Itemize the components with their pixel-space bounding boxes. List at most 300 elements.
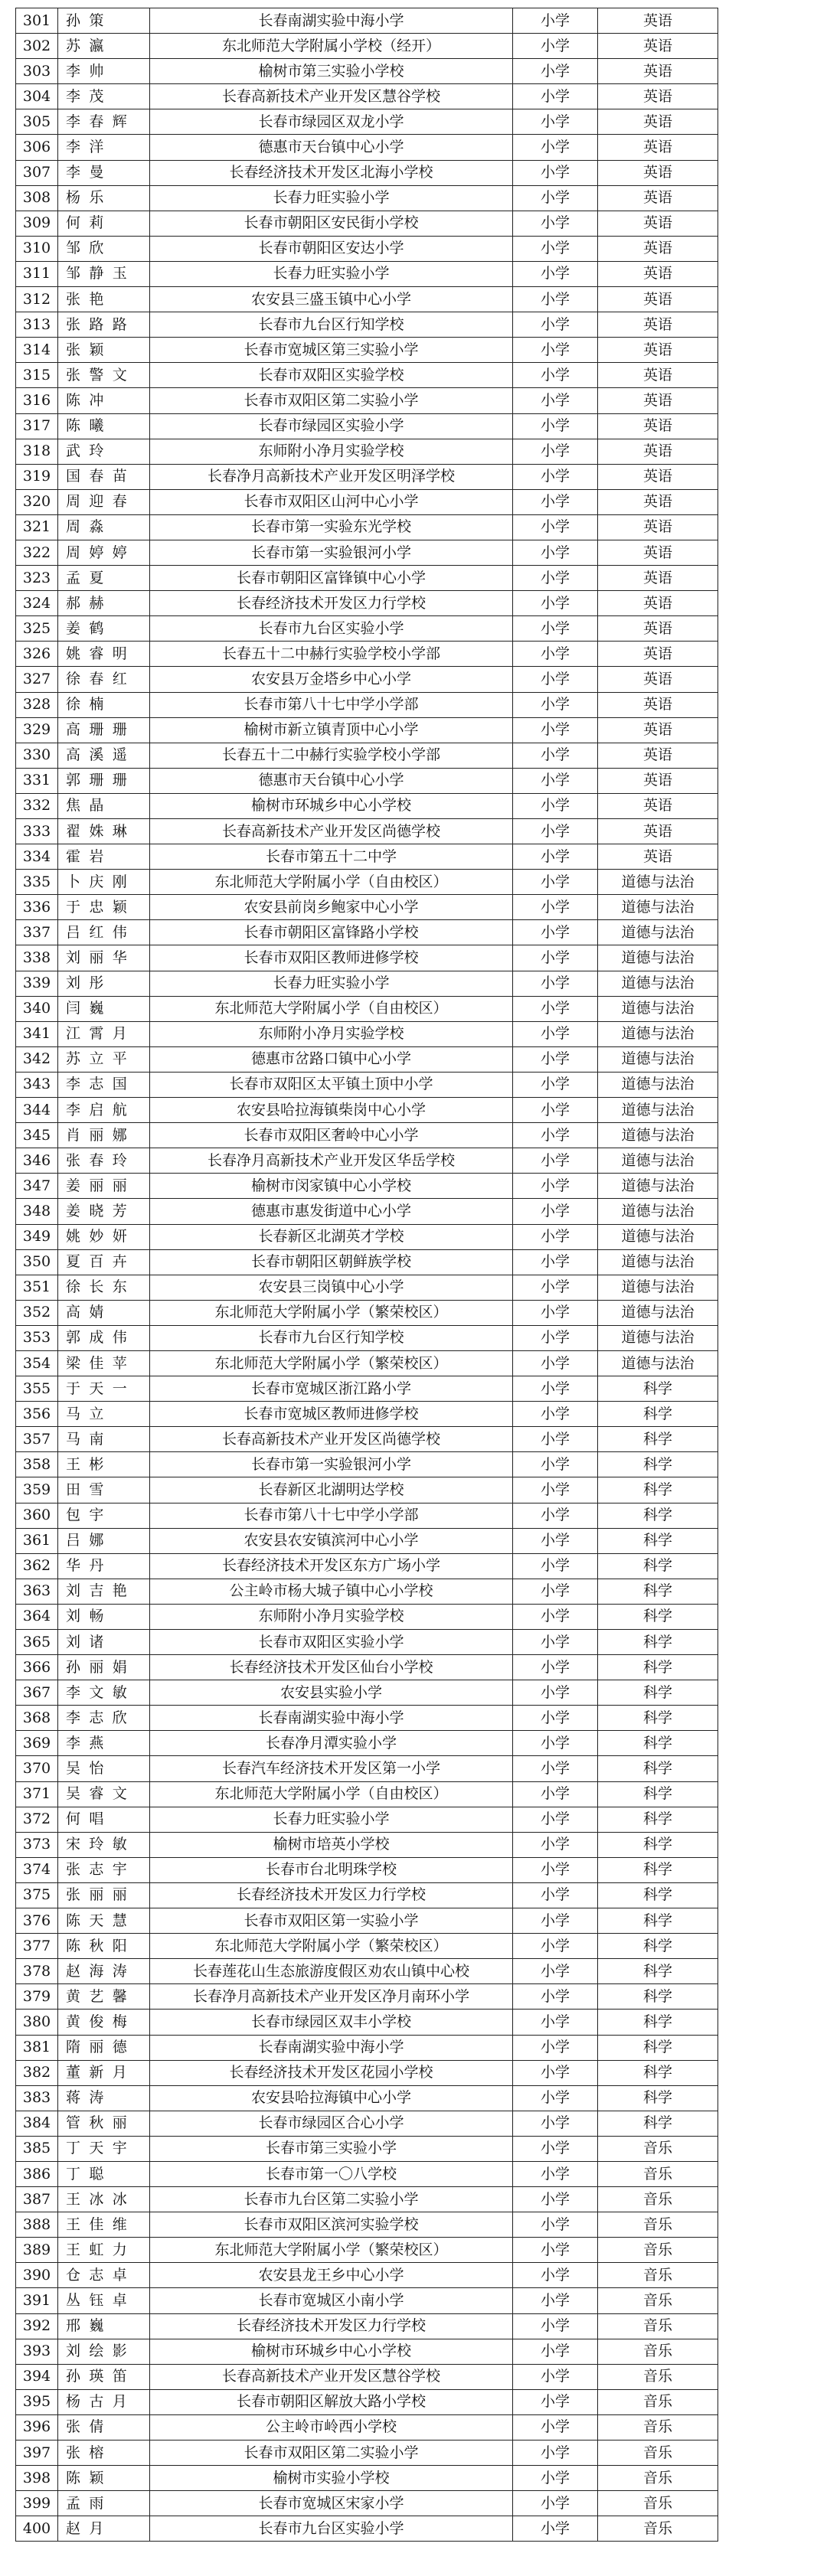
subject-cell: 道德与法治 [598,1249,718,1275]
school-stage-cell: 小学 [513,667,598,692]
table-row [16,819,718,844]
row-number-cell: 380 [16,2010,58,2035]
teacher-name-cell: 管秋丽 [58,2111,150,2136]
school-name-cell: 长春市台北明珠学校 [150,1857,513,1882]
teacher-name-cell: 江霄月 [58,1021,150,1046]
subject-cell: 科学 [598,1579,718,1604]
subject-cell: 科学 [598,1908,718,1934]
subject-cell: 道德与法治 [598,870,718,895]
table-row [16,2010,718,2035]
school-name-cell: 长春力旺实验小学 [150,261,513,286]
school-stage-cell: 小学 [513,464,598,489]
table-row [16,2414,718,2440]
table-row [16,2161,718,2186]
table-row [16,211,718,236]
teacher-name-cell: 夏百卉 [58,1249,150,1275]
school-name-cell: 东师附小净月实验学校 [150,439,513,464]
school-name-cell: 东北师范大学附属小学（繁荣校区） [150,1934,513,1959]
school-stage-cell: 小学 [513,1350,598,1376]
subject-cell: 科学 [598,1477,718,1503]
teacher-name-cell: 吴睿文 [58,1781,150,1807]
subject-cell: 道德与法治 [598,1325,718,1350]
teacher-name-cell: 李文敏 [58,1680,150,1706]
school-name-cell: 东师附小净月实验学校 [150,1604,513,1629]
school-name-cell: 农安县哈拉海镇柴岗中心小学 [150,1098,513,1123]
teacher-name-cell: 李燕 [58,1731,150,1756]
subject-cell: 英语 [598,185,718,211]
subject-cell: 英语 [598,413,718,439]
teacher-name-cell: 周婷婷 [58,540,150,565]
school-name-cell: 长春市双阳区滨河实验学校 [150,2212,513,2238]
subject-cell: 英语 [598,692,718,717]
teacher-name-cell: 武玲 [58,439,150,464]
table-row [16,1427,718,1452]
table-row [16,717,718,743]
row-number-cell: 335 [16,870,58,895]
school-name-cell: 长春市第一实验银河小学 [150,540,513,565]
school-name-cell: 长春净月高新技术产业开发区华岳学校 [150,1148,513,1174]
table-row [16,667,718,692]
subject-cell: 道德与法治 [598,1046,718,1072]
teacher-name-cell: 陈冲 [58,388,150,413]
school-name-cell: 长春新区北湖英才学校 [150,1224,513,1249]
teacher-name-cell: 徐长东 [58,1275,150,1300]
row-number-cell: 397 [16,2441,58,2466]
subject-cell: 英语 [598,312,718,338]
school-stage-cell: 小学 [513,2466,598,2491]
school-stage-cell: 小学 [513,135,598,160]
row-number-cell: 317 [16,413,58,439]
subject-cell: 英语 [598,540,718,565]
teacher-name-cell: 何唱 [58,1807,150,1832]
row-number-cell: 389 [16,2238,58,2263]
row-number-cell: 315 [16,363,58,388]
subject-cell: 英语 [598,338,718,363]
school-name-cell: 公主岭市杨大城子镇中心小学校 [150,1579,513,1604]
row-number-cell: 322 [16,540,58,565]
school-stage-cell: 小学 [513,84,598,109]
subject-cell: 英语 [598,34,718,59]
teacher-name-cell: 刘吉艳 [58,1579,150,1604]
teacher-name-cell: 于忠颖 [58,895,150,920]
school-stage-cell: 小学 [513,1427,598,1452]
school-stage-cell: 小学 [513,236,598,261]
school-name-cell: 农安县农安镇滨河中心小学 [150,1528,513,1553]
table-row [16,2187,718,2212]
table-row [16,2491,718,2516]
teacher-name-cell: 闫巍 [58,996,150,1021]
table-row [16,591,718,616]
teacher-name-cell: 包宇 [58,1503,150,1528]
school-stage-cell: 小学 [513,34,598,59]
table-row [16,413,718,439]
subject-cell: 英语 [598,287,718,312]
teacher-name-cell: 隋丽德 [58,2035,150,2060]
row-number-cell: 398 [16,2466,58,2491]
school-stage-cell: 小学 [513,287,598,312]
table-row [16,1908,718,1934]
teacher-name-cell: 张颖 [58,338,150,363]
school-name-cell: 德惠市天台镇中心小学 [150,768,513,793]
school-stage-cell: 小学 [513,2085,598,2111]
row-number-cell: 393 [16,2339,58,2364]
teacher-name-cell: 仓志卓 [58,2263,150,2288]
row-number-cell: 371 [16,1781,58,1807]
school-stage-cell: 小学 [513,616,598,642]
school-stage-cell: 小学 [513,844,598,870]
subject-cell: 音乐 [598,2466,718,2491]
teacher-name-cell: 孙策 [58,8,150,34]
school-name-cell: 长春市九台区第二实验小学 [150,2187,513,2212]
row-number-cell: 308 [16,185,58,211]
table-row [16,566,718,591]
subject-cell: 科学 [598,1959,718,1984]
teacher-name-cell: 郭珊珊 [58,768,150,793]
table-row [16,2111,718,2136]
school-stage-cell: 小学 [513,591,598,616]
school-stage-cell: 小学 [513,489,598,514]
school-stage-cell: 小学 [513,1072,598,1097]
school-stage-cell: 小学 [513,261,598,286]
teacher-name-cell: 吕红伟 [58,920,150,945]
school-name-cell: 长春市双阳区山河中心小学 [150,489,513,514]
subject-cell: 音乐 [598,2389,718,2414]
row-number-cell: 341 [16,1021,58,1046]
school-name-cell: 长春市朝阳区安达小学 [150,236,513,261]
teacher-name-cell: 华丹 [58,1553,150,1579]
subject-cell: 科学 [598,2035,718,2060]
school-stage-cell: 小学 [513,1376,598,1402]
teacher-name-cell: 邹欣 [58,236,150,261]
school-stage-cell: 小学 [513,1477,598,1503]
row-number-cell: 313 [16,312,58,338]
teacher-name-cell: 于天一 [58,1376,150,1402]
subject-cell: 音乐 [598,2263,718,2288]
teacher-name-cell: 马南 [58,1427,150,1452]
teacher-name-cell: 邢巍 [58,2313,150,2339]
teacher-name-cell: 高珊珊 [58,717,150,743]
row-number-cell: 347 [16,1174,58,1199]
school-name-cell: 长春市第五十二中学 [150,844,513,870]
table-row [16,768,718,793]
row-number-cell: 346 [16,1148,58,1174]
row-number-cell: 301 [16,8,58,34]
school-name-cell: 长春南湖实验中海小学 [150,1706,513,1731]
table-row [16,1553,718,1579]
teacher-name-cell: 孙瑛笛 [58,2364,150,2389]
school-name-cell: 长春市九台区行知学校 [150,312,513,338]
school-name-cell: 长春市双阳区教师进修学校 [150,945,513,971]
row-number-cell: 360 [16,1503,58,1528]
subject-cell: 科学 [598,1832,718,1857]
table-row [16,1249,718,1275]
subject-cell: 科学 [598,1427,718,1452]
table-row [16,2441,718,2466]
school-name-cell: 长春经济技术开发区力行学校 [150,1882,513,1908]
school-name-cell: 长春市第八十七中学小学部 [150,1503,513,1528]
row-number-cell: 325 [16,616,58,642]
row-number-cell: 307 [16,160,58,185]
school-name-cell: 榆树市环城乡中心小学校 [150,2339,513,2364]
row-number-cell: 324 [16,591,58,616]
table-row [16,261,718,286]
subject-cell: 英语 [598,819,718,844]
row-number-cell: 390 [16,2263,58,2288]
school-stage-cell: 小学 [513,1098,598,1123]
school-name-cell: 长春市双阳区太平镇土顶中小学 [150,1072,513,1097]
subject-cell: 英语 [598,717,718,743]
school-stage-cell: 小学 [513,1832,598,1857]
school-name-cell: 长春市朝阳区朝鲜族学校 [150,1249,513,1275]
row-number-cell: 302 [16,34,58,59]
row-number-cell: 387 [16,2187,58,2212]
subject-cell: 道德与法治 [598,1072,718,1097]
school-name-cell: 长春市第八十七中学小学部 [150,692,513,717]
table-row [16,1503,718,1528]
row-number-cell: 309 [16,211,58,236]
subject-cell: 音乐 [598,2364,718,2389]
subject-cell: 道德与法治 [598,1300,718,1325]
school-name-cell: 东北师范大学附属小学（繁荣校区） [150,2238,513,2263]
subject-cell: 英语 [598,642,718,667]
school-name-cell: 农安县三岗镇中心小学 [150,1275,513,1300]
table-row [16,2035,718,2060]
table-row [16,870,718,895]
row-number-cell: 305 [16,109,58,135]
school-stage-cell: 小学 [513,2187,598,2212]
teacher-name-cell: 郭成伟 [58,1325,150,1350]
row-number-cell: 356 [16,1402,58,1427]
table-row [16,1756,718,1781]
school-stage-cell: 小学 [513,1908,598,1934]
subject-cell: 科学 [598,1756,718,1781]
school-stage-cell: 小学 [513,1021,598,1046]
school-name-cell: 长春市九台区行知学校 [150,1325,513,1350]
row-number-cell: 365 [16,1630,58,1655]
school-name-cell: 榆树市新立镇青顶中心小学 [150,717,513,743]
teacher-name-cell: 张志宇 [58,1857,150,1882]
school-stage-cell: 小学 [513,2060,598,2085]
subject-cell: 英语 [598,363,718,388]
school-stage-cell: 小学 [513,1553,598,1579]
subject-cell: 英语 [598,464,718,489]
subject-cell: 音乐 [598,2212,718,2238]
table-row [16,2263,718,2288]
table-row [16,236,718,261]
school-stage-cell: 小学 [513,1199,598,1224]
row-number-cell: 381 [16,2035,58,2060]
row-number-cell: 369 [16,1731,58,1756]
subject-cell: 英语 [598,566,718,591]
teacher-name-cell: 周迎春 [58,489,150,514]
table-row [16,1882,718,1908]
row-number-cell: 350 [16,1249,58,1275]
table-row [16,1807,718,1832]
teacher-name-cell: 高婧 [58,1300,150,1325]
row-number-cell: 354 [16,1350,58,1376]
school-name-cell: 东北师范大学附属小学（自由校区） [150,870,513,895]
subject-cell: 科学 [598,1984,718,2010]
table-row [16,692,718,717]
subject-cell: 英语 [598,591,718,616]
row-number-cell: 364 [16,1604,58,1629]
row-number-cell: 310 [16,236,58,261]
row-number-cell: 304 [16,84,58,109]
table-row [16,2466,718,2491]
school-stage-cell: 小学 [513,1452,598,1477]
school-name-cell: 长春力旺实验小学 [150,1807,513,1832]
school-name-cell: 长春汽车经济技术开发区第一小学 [150,1756,513,1781]
subject-cell: 道德与法治 [598,1098,718,1123]
school-stage-cell: 小学 [513,996,598,1021]
table-row [16,489,718,514]
teacher-name-cell: 姚妙妍 [58,1224,150,1249]
school-name-cell: 长春南湖实验中海小学 [150,2035,513,2060]
subject-cell: 英语 [598,793,718,818]
table-row [16,1452,718,1477]
table-row [16,59,718,84]
row-number-cell: 337 [16,920,58,945]
subject-cell: 英语 [598,59,718,84]
table-row [16,2238,718,2263]
teacher-name-cell: 丁聪 [58,2161,150,2186]
school-name-cell: 长春五十二中赫行实验学校小学部 [150,642,513,667]
school-name-cell: 长春经济技术开发区花园小学校 [150,2060,513,2085]
teacher-name-cell: 吴怡 [58,1756,150,1781]
teacher-name-cell: 张榕 [58,2441,150,2466]
table-row [16,1706,718,1731]
school-stage-cell: 小学 [513,1249,598,1275]
table-row [16,2085,718,2111]
school-name-cell: 长春市双阳区奢岭中心小学 [150,1123,513,1148]
row-number-cell: 342 [16,1046,58,1072]
school-stage-cell: 小学 [513,1174,598,1199]
subject-cell: 音乐 [598,2288,718,2313]
table-row [16,514,718,540]
teacher-name-cell: 苏立平 [58,1046,150,1072]
row-number-cell: 348 [16,1199,58,1224]
teacher-name-cell: 刘丽华 [58,945,150,971]
school-stage-cell: 小学 [513,2111,598,2136]
teacher-name-cell: 周淼 [58,514,150,540]
row-number-cell: 370 [16,1756,58,1781]
school-name-cell: 长春经济技术开发区仙台小学校 [150,1655,513,1680]
table-row [16,1174,718,1199]
table-row [16,135,718,160]
teacher-name-cell: 李志欣 [58,1706,150,1731]
school-stage-cell: 小学 [513,185,598,211]
school-stage-cell: 小学 [513,1706,598,1731]
school-name-cell: 榆树市实验小学校 [150,2466,513,2491]
subject-cell: 道德与法治 [598,1224,718,1249]
teacher-name-cell: 吕娜 [58,1528,150,1553]
school-stage-cell: 小学 [513,2010,598,2035]
row-number-cell: 361 [16,1528,58,1553]
school-stage-cell: 小学 [513,1959,598,1984]
school-name-cell: 长春市宽城区小南小学 [150,2288,513,2313]
subject-cell: 音乐 [598,2339,718,2364]
teacher-name-cell: 肖丽娜 [58,1123,150,1148]
subject-cell: 英语 [598,211,718,236]
teacher-name-cell: 刘畅 [58,1604,150,1629]
row-number-cell: 392 [16,2313,58,2339]
school-stage-cell: 小学 [513,1934,598,1959]
row-number-cell: 375 [16,1882,58,1908]
school-name-cell: 德惠市岔路口镇中心小学 [150,1046,513,1072]
school-name-cell: 榆树市闵家镇中心小学校 [150,1174,513,1199]
school-name-cell: 农安县哈拉海镇中心小学 [150,2085,513,2111]
subject-cell: 音乐 [598,2238,718,2263]
teacher-name-cell: 杨古月 [58,2389,150,2414]
subject-cell: 英语 [598,514,718,540]
row-number-cell: 306 [16,135,58,160]
row-number-cell: 382 [16,2060,58,2085]
school-name-cell: 长春经济技术开发区力行学校 [150,591,513,616]
teacher-name-cell: 田雪 [58,1477,150,1503]
teacher-name-cell: 李茂 [58,84,150,109]
teacher-name-cell: 王彬 [58,1452,150,1477]
school-name-cell: 农安县实验小学 [150,1680,513,1706]
roster-table [15,8,718,2542]
school-stage-cell: 小学 [513,109,598,135]
school-stage-cell: 小学 [513,870,598,895]
table-row [16,2516,718,2542]
subject-cell: 科学 [598,2060,718,2085]
subject-cell: 英语 [598,616,718,642]
school-name-cell: 长春市朝阳区安民街小学校 [150,211,513,236]
school-stage-cell: 小学 [513,1630,598,1655]
school-stage-cell: 小学 [513,2288,598,2313]
teacher-name-cell: 张路路 [58,312,150,338]
school-name-cell: 长春经济技术开发区力行学校 [150,2313,513,2339]
school-name-cell: 长春净月高新技术产业开发区明泽学校 [150,464,513,489]
table-row [16,743,718,768]
teacher-name-cell: 何莉 [58,211,150,236]
school-stage-cell: 小学 [513,642,598,667]
table-row [16,363,718,388]
subject-cell: 科学 [598,1882,718,1908]
school-stage-cell: 小学 [513,1731,598,1756]
table-row [16,1934,718,1959]
subject-cell: 音乐 [598,2491,718,2516]
teacher-name-cell: 陈曦 [58,413,150,439]
school-stage-cell: 小学 [513,1275,598,1300]
school-stage-cell: 小学 [513,2339,598,2364]
school-name-cell: 长春市绿园区实验小学 [150,413,513,439]
school-stage-cell: 小学 [513,59,598,84]
teacher-name-cell: 李春辉 [58,109,150,135]
table-row [16,1275,718,1300]
school-name-cell: 长春市绿园区双丰小学校 [150,2010,513,2035]
school-name-cell: 长春市双阳区实验学校 [150,363,513,388]
subject-cell: 英语 [598,8,718,34]
school-name-cell: 长春市双阳区第二实验小学 [150,2441,513,2466]
subject-cell: 英语 [598,160,718,185]
school-name-cell: 长春市朝阳区富锋镇中心小学 [150,566,513,591]
table-row [16,109,718,135]
row-number-cell: 311 [16,261,58,286]
school-stage-cell: 小学 [513,2516,598,2542]
table-row [16,895,718,920]
table-row [16,1781,718,1807]
subject-cell: 英语 [598,768,718,793]
subject-cell: 科学 [598,1807,718,1832]
teacher-name-cell: 徐春红 [58,667,150,692]
school-name-cell: 长春市第一实验银河小学 [150,1452,513,1477]
teacher-name-cell: 姚睿明 [58,642,150,667]
subject-cell: 英语 [598,109,718,135]
row-number-cell: 314 [16,338,58,363]
